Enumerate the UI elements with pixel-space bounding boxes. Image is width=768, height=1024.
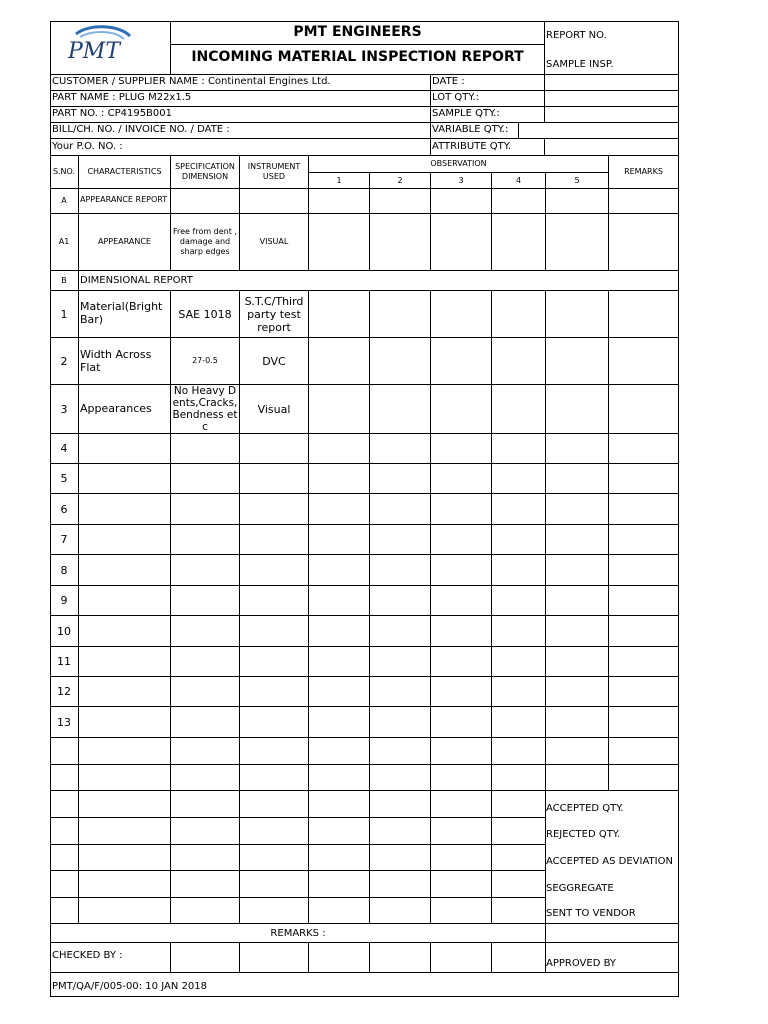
col-v-o3-c <box>430 290 431 923</box>
row-2-spec: 27-0.5 <box>192 356 218 365</box>
row-3-char: Appearances <box>80 402 152 415</box>
row-h-7 <box>50 554 679 555</box>
row-h-10 <box>50 646 679 647</box>
col-obs-4: 4 <box>515 175 522 185</box>
col-obs-3: 3 <box>458 175 464 185</box>
chk-v-5 <box>430 942 431 973</box>
pmt-logo <box>58 24 148 68</box>
row-h-2 <box>50 384 679 385</box>
row-3-spec: No Heavy Dents,Cracks,Bendness etc <box>172 385 238 433</box>
col-v-o2-b <box>369 213 370 270</box>
sample-qty-label: SAMPLE QTY.: <box>432 108 500 119</box>
col-v-o2-c <box>369 290 370 923</box>
info-v-right <box>544 74 545 123</box>
row-h-e5 <box>50 870 546 871</box>
chk-v-1 <box>170 942 171 973</box>
row-h-11 <box>50 676 679 677</box>
section-b-label: DIMENSIONAL REPORT <box>80 275 193 286</box>
col-sno: S.NO. <box>52 167 76 176</box>
row-h-8 <box>50 585 679 586</box>
col-obs-2: 2 <box>397 175 403 185</box>
report-title: INCOMING MATERIAL INSPECTION REPORT <box>191 49 524 65</box>
row-h-5 <box>50 493 679 494</box>
rejected-qty-label: REJECTED QTY. <box>546 829 621 840</box>
row-2-no: 2 <box>60 354 68 368</box>
col-v-remarks-b <box>608 213 609 270</box>
row-a1-char: APPEARANCE <box>98 237 151 246</box>
attribute-qty-label: ATTRIBUTE QTY. <box>432 141 512 152</box>
checked-by-label: CHECKED BY : <box>52 950 123 961</box>
info-h2 <box>50 106 679 107</box>
row-a1-inst: VISUAL <box>259 237 289 246</box>
row-11-no: 11 <box>57 655 71 668</box>
part-no: PART NO. : CP4195B001 <box>52 108 172 119</box>
customer-name: CUSTOMER / SUPPLIER NAME : Continental Engines Ltd. <box>52 76 331 87</box>
row-12-no: 12 <box>57 685 71 698</box>
section-b-no: B <box>61 275 67 285</box>
row-1-inst: S.T.C/Third party test report <box>244 294 304 334</box>
chk-v-3 <box>308 942 309 973</box>
row-a1-spec: Free from dent , damage and sharp edges <box>173 227 237 256</box>
row-8-no: 8 <box>60 563 68 577</box>
accepted-deviation-label: ACCEPTED AS DEVIATION <box>546 856 673 867</box>
bill-invoice: BILL/CH. NO. / INVOICE NO. / DATE : <box>52 124 230 135</box>
company-name: PMT ENGINEERS <box>293 24 422 40</box>
row-h-footer <box>50 972 679 973</box>
col-obs-5: 5 <box>574 175 580 185</box>
chk-v-6 <box>491 942 492 973</box>
row-h-4 <box>50 463 679 464</box>
row-3-no: 3 <box>60 402 68 416</box>
header-divider-v2 <box>544 21 545 74</box>
col-characteristics: CHARACTERISTICS <box>87 167 162 176</box>
row-1-spec: SAE 1018 <box>178 307 232 321</box>
row-h-e3 <box>50 817 546 818</box>
row-h-e1 <box>50 764 679 765</box>
row-h-12 <box>50 706 679 707</box>
header-mid-h <box>170 44 545 45</box>
col-instrument: INSTRUMENT USED <box>247 162 301 181</box>
col-observation: OBSERVATION <box>430 159 487 168</box>
section-a-label: APPEARANCE REPORT <box>80 195 168 204</box>
col-v-o5-b <box>545 213 546 270</box>
row-h-1 <box>50 337 679 338</box>
row-h-9 <box>50 615 679 616</box>
chk-v-4 <box>369 942 370 973</box>
col-v-inst-b <box>308 213 309 270</box>
row-h-3 <box>50 433 679 434</box>
col-v-o3-b <box>430 213 431 270</box>
sent-to-vendor-label: SENT TO VENDOR <box>546 908 636 919</box>
po-number: Your P.O. NO. : <box>52 141 123 152</box>
date-label: DATE : <box>432 76 465 87</box>
row-1-char: Material(Bright Bar) <box>80 300 163 326</box>
remarks-label: REMARKS : <box>270 927 326 939</box>
seggregate-label: SEGGREGATE <box>546 883 614 894</box>
row-6-no: 6 <box>60 502 68 516</box>
row-a1-no: A1 <box>58 237 70 246</box>
row-9-no: 9 <box>60 594 68 607</box>
row-2-inst: DVC <box>262 354 286 368</box>
row-h-e2 <box>50 790 679 791</box>
colhead-bottom-h <box>50 188 679 189</box>
col-specification: SPECIFICATION DIMENSION <box>175 162 235 181</box>
col-v-spec <box>239 155 240 213</box>
row-2-char: Width Across Flat <box>80 348 152 374</box>
row-10-no: 10 <box>57 624 71 638</box>
border-bottom <box>50 996 679 997</box>
col-remarks: REMARKS <box>624 167 663 176</box>
document-number: PMT/QA/F/005-00: 10 JAN 2018 <box>52 981 207 992</box>
row-h-a1 <box>50 270 679 271</box>
col-v-remarks-c <box>608 290 609 791</box>
info-v-date <box>430 74 431 156</box>
accepted-qty-label: ACCEPTED QTY. <box>546 803 624 814</box>
info-v-var <box>518 122 519 139</box>
col-v-o4-c <box>491 290 492 923</box>
section-a-no: A <box>61 196 67 205</box>
row-h-6 <box>50 524 679 525</box>
row-5-no: 5 <box>60 472 68 485</box>
col-v-inst-c <box>308 290 309 923</box>
row-4-no: 4 <box>60 442 68 455</box>
col-obs-1: 1 <box>336 175 342 185</box>
row-1-no: 1 <box>60 307 68 321</box>
variable-qty-label: VARIABLE QTY.: <box>432 124 509 135</box>
row-3-inst: Visual <box>257 402 291 416</box>
row-h-e4 <box>50 844 546 845</box>
logo-text: PMT <box>68 39 121 64</box>
row-h-remarks <box>50 942 679 943</box>
header-bottom-h <box>50 74 679 75</box>
row-h-b <box>50 290 679 291</box>
col-v-sno <box>78 155 79 923</box>
row-h-13 <box>50 737 679 738</box>
border-top <box>50 21 679 22</box>
part-name: PART NAME : PLUG M22x1.5 <box>52 92 192 103</box>
info-h4 <box>50 138 679 139</box>
border-right <box>678 21 679 997</box>
col-v-o5-c <box>545 290 546 942</box>
report-no-label: REPORT NO. <box>546 30 607 41</box>
sample-insp-label: SAMPLE INSP. <box>546 59 614 70</box>
row-7-no: 7 <box>60 533 68 546</box>
info-v-attr <box>544 138 545 156</box>
info-h1 <box>50 90 679 91</box>
lot-qty-label: LOT QTY.: <box>432 92 479 103</box>
col-v-o4-b <box>491 213 492 270</box>
row-h-e6 <box>50 897 546 898</box>
row-13-no: 13 <box>57 715 71 729</box>
approved-by-label: APPROVED BY <box>546 958 617 969</box>
info-h3 <box>50 122 679 123</box>
chk-v-2 <box>239 942 240 973</box>
